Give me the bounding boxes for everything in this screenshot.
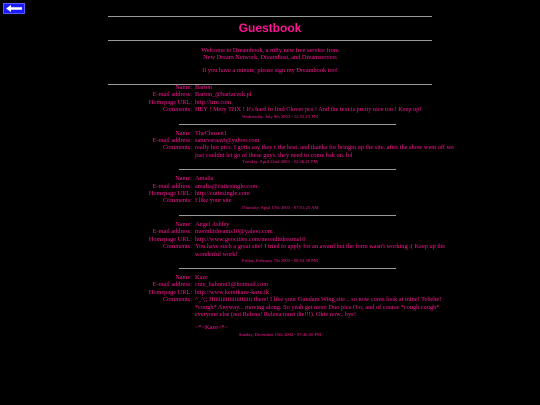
entry-email-link[interactable]: saturveraavi@yahoo.com: [195, 137, 260, 145]
name-label: Name:: [175, 175, 192, 183]
entry-comments: ^_^;; Hiiiiiiiiiiiiiiiiiiiiii there! I like your Gundam Wing site... so now come look at mine! Tehehe! *cough* Anyway... moving along. So yeah get more Duo pics O.o; and of course *cough cough* everyone else (not Relena! Relena must die!!!). Okie now.. bye!: [195, 296, 442, 318]
entry-name: Kaze: [195, 273, 208, 281]
entry-email-link[interactable]: amalia@cutiesingle.com: [195, 182, 258, 190]
email-label: E-mail address:: [152, 91, 192, 99]
entry-divider: [179, 169, 396, 170]
entry-divider: [179, 268, 396, 269]
entry-email-link[interactable]: moonlitdreams10@yahoo.com: [195, 228, 273, 236]
homepage-label: Homepage URL:: [148, 288, 192, 296]
comments-label: Comments:: [162, 296, 192, 304]
entry-date: Wednesday, July 9th 2003 - 12:55:13 PM: [241, 113, 319, 119]
email-label: E-mail address:: [152, 228, 192, 236]
entry-divider: [179, 215, 396, 216]
email-label: E-mail address:: [152, 137, 192, 145]
comments-label: Comments:: [162, 106, 192, 114]
entry-homepage-link[interactable]: http://www.kemikaze-kaze.tk: [195, 288, 270, 296]
intro-line: Welcome to Dreambook, a nifty new free service from: [201, 47, 339, 54]
divider: [108, 40, 432, 41]
back-arrow-icon: [6, 5, 22, 12]
guestbook-entry: [0, 130, 540, 171]
entry-comments: really hot pics. I gotta say they r the best. and thanks for bringin up the site. after the show went off we just couldnt let go of these guys. they need to come bak on. lol: [195, 144, 454, 159]
entry-homepage-link[interactable]: http://www.geocities.com/moonlitdreams10: [195, 235, 306, 243]
entry-name: Amalia: [195, 175, 214, 183]
entry-email-link[interactable]: cute_bahomi1@hotmail.com: [195, 281, 269, 289]
name-label: Name:: [175, 84, 192, 91]
entry-signature: ~*~Kaze~*~: [195, 324, 228, 332]
entry-name: TheChosen1: [195, 129, 227, 137]
entry-homepage-link[interactable]: http://irm.com: [195, 98, 232, 106]
intro-text: [108, 47, 432, 75]
guestbook-entries: [0, 84, 540, 338]
entry-comments: HEY ! Mery THX ! It's hard to find Clover pcs ! And the text is pretty nice too ! Keep up!: [195, 106, 422, 114]
homepage-label: Homepage URL:: [148, 98, 192, 106]
name-label: Name:: [175, 220, 192, 228]
email-label: E-mail address:: [152, 182, 192, 190]
homepage-label: Homepage URL:: [148, 235, 192, 243]
comments-label: Comments:: [162, 144, 192, 152]
name-label: Name:: [175, 273, 192, 281]
entry-date: Friday, February 7th 2003 - 08:54:30 PM: [242, 257, 318, 263]
entry-name: Barton: [195, 84, 213, 91]
guestbook-header: [108, 16, 432, 85]
email-label: E-mail address:: [152, 281, 192, 289]
entry-homepage-link[interactable]: http://cutiesingle.com: [195, 190, 250, 198]
entry-divider: [179, 124, 396, 125]
comments-label: Comments:: [162, 197, 192, 205]
entry-comments: I like your site: [195, 197, 232, 205]
back-button[interactable]: [3, 3, 25, 14]
entry-date: Sunday, December 15th 2002 - 07:46:20 PM: [238, 331, 322, 337]
intro-line: New Dream Network, Dreamhost, and Dreamservers: [203, 54, 337, 62]
guestbook-entry: [0, 175, 540, 216]
homepage-label: Homepage URL:: [148, 190, 192, 198]
page-title: Guestbook: [238, 21, 302, 35]
sign-request: If you have a minute, please sign my Dreambook too!: [202, 67, 338, 75]
comments-label: Comments:: [162, 243, 192, 251]
name-label: Name:: [175, 129, 192, 137]
entry-email-link[interactable]: Barton_@bartaczek.pl: [195, 91, 252, 99]
entry-date: Thursday, April 17th 2003 - 07:01:25 AM: [241, 204, 319, 210]
guestbook-entry: [0, 221, 540, 269]
guestbook-entry: [0, 274, 540, 338]
entry-date: Tuesday, April 22nd 2003 - 02:06:41 PM: [242, 159, 318, 165]
guestbook-entry: [0, 84, 540, 125]
entry-comments: You have such a great site! I tried to apply for an award but the form wasn't working :( Keep up the wonderful work!: [195, 243, 446, 258]
entry-name: Angel Ashley: [195, 220, 230, 228]
